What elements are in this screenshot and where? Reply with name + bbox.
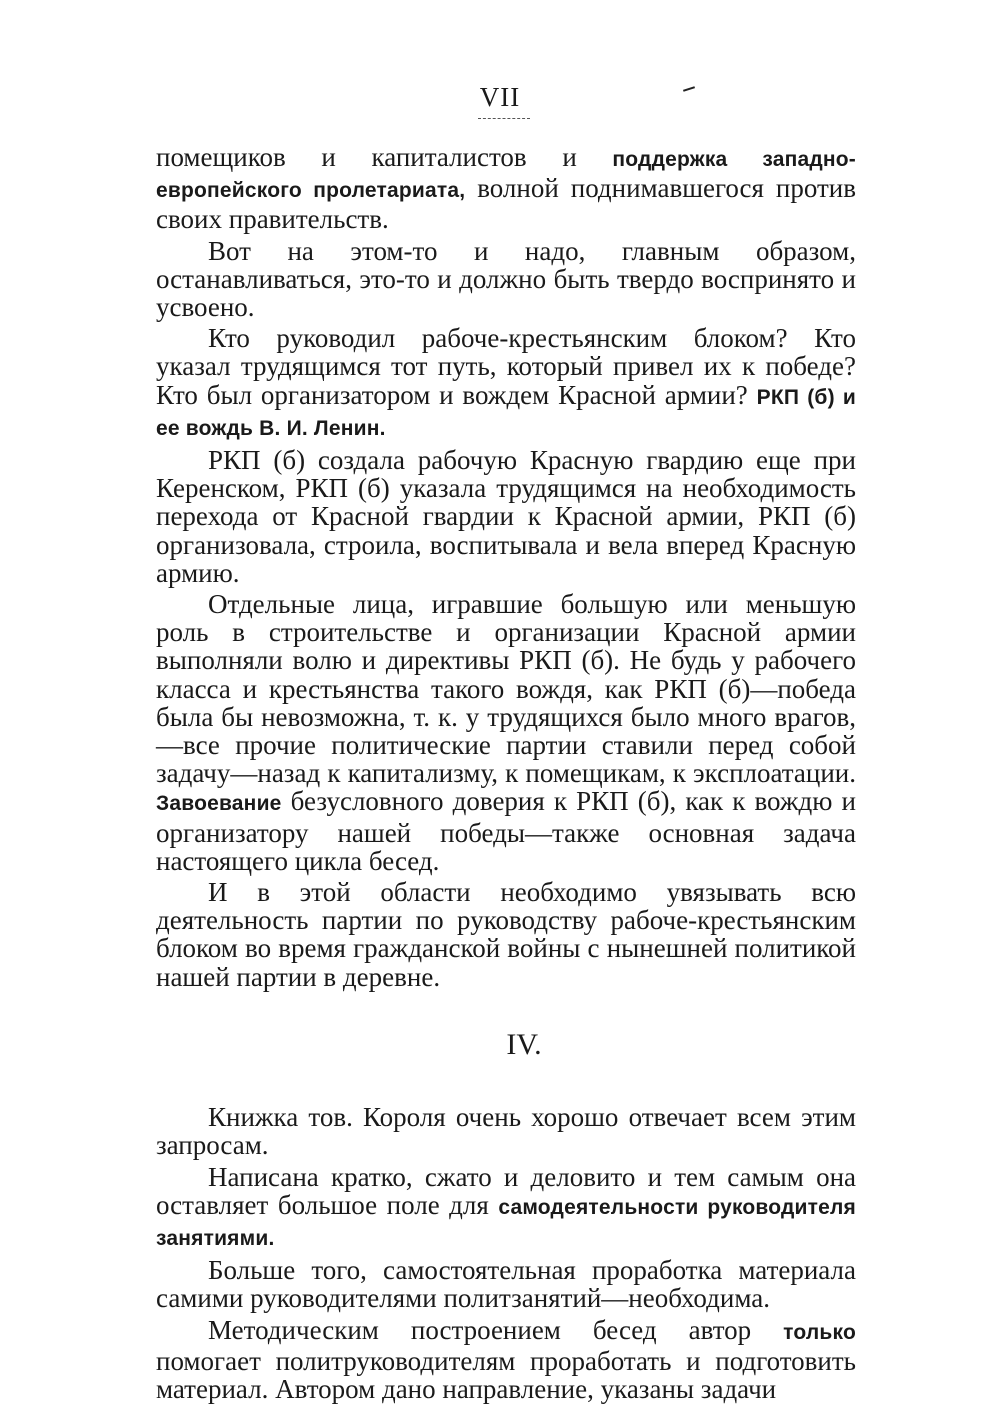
bold-emphasis: поддержка западно-европейского пролетариата, [156, 148, 856, 203]
paragraph: Отдельные лица, игравшие большую или меньшую роль в строительстве и организации Красной армии выполняли волю и директивы РКП (б). Не будь у рабочего класса и крестьянства такого вождя, как РКП (б)—победа была бы невозможна, т. к. у трудящихся было много врагов,—все прочие политические партии ставили перед собой задачу—назад к капитализму, к помещикам, к эксплоатации. Завоевание безусловного доверия к РКП (б), как к вождю и организатору нашей победы—также основная задача настоящего цикла бесед. [156, 589, 856, 876]
bold-emphasis: Завоевание [156, 792, 282, 816]
paragraph: РКП (б) создала рабочую Красную гвардию еще при Керенском, РКП (б) указала трудящимся на необходимость перехода от Красной гвардии к Красной армии, РКП (б) организовала, строила, воспитывала и вела вперед Красную армию. [156, 445, 856, 588]
paragraph: И в этой области необходимо увязывать всю деятельность партии по руководству рабоче-крестьянским блоком во время гражданской войны с нынешней политикой нашей партии в деревне. [156, 877, 856, 992]
bold-emphasis: только [783, 1320, 856, 1344]
paragraph: Больше того, самостоятельная проработка материала самими руководителями политзанятий—необходима. [156, 1255, 856, 1314]
page-number-rule [478, 118, 530, 119]
paragraph: Методическим построением бесед автор только помогает политруководителям проработать и подготовить материал. Автором дано направление, указаны задачи [156, 1314, 856, 1404]
paragraph: Написана кратко, сжато и деловито и тем самым она оставляет большое поле для самодеятельности руководителя занятиями. [156, 1161, 856, 1250]
paragraph: помещиков и капиталистов и поддержка западно-европейского пролетариата, волной поднимавшегося против своих правительств. [156, 142, 856, 235]
paragraph: Вот на этом-то и надо, главным образом, останавливаться, это-то и должно быть твердо воспринято и усвоено. [156, 235, 856, 323]
section-heading: IV. [506, 1027, 542, 1061]
paragraph: Кто руководил рабоче-крестьянским блоком? Кто указал трудящимся тот путь, который привел их к победе? Кто был организатором и вождем Красной армии? РКП (б) и ее вождь В. И. Ленин. [156, 323, 856, 440]
paragraph: Книжка тов. Короля очень хорошо отвечает всем этим запросам. [156, 1102, 856, 1161]
bold-emphasis: РКП (б) и ее вождь В. И. Ленин. [156, 385, 856, 440]
body-text [156, 143, 856, 1406]
ink-speck [683, 86, 695, 92]
bold-emphasis: самодеятельности руководителя занятиями. [156, 1195, 856, 1250]
page-number: VII [479, 82, 521, 112]
